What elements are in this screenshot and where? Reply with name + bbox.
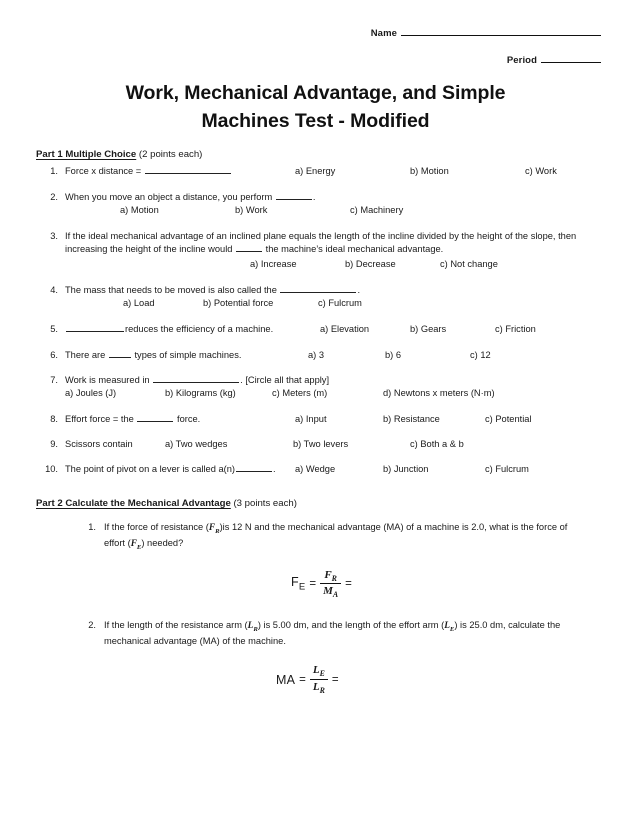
period-field-row (0, 53, 601, 66)
p2q2-formula-lhs: MA (276, 672, 296, 687)
question-10-option-c[interactable]: c) Fulcrum (485, 464, 529, 475)
question-2 (36, 191, 605, 218)
p2q1-formula-fraction (320, 569, 341, 600)
question-3-number: 3. (50, 230, 58, 241)
question-7-stem-after: . [Circle all that apply] (240, 374, 330, 385)
p2q2-formula-numerator: $L_E$ (312, 664, 325, 679)
question-4-option-b[interactable]: b) Potential force (203, 298, 274, 309)
question-8-stem-before: Effort force = the (65, 413, 137, 424)
p2q1-formula-denominator: $M_A$ (320, 583, 341, 599)
question-3-option-c[interactable]: c) Not change (440, 259, 498, 270)
part-1-section (0, 149, 631, 476)
question-10-stem-before: The point of pivot on a lever is called a(n) (65, 464, 236, 475)
p2q1-formula-numerator: $F_R$ (324, 568, 337, 583)
p2q2-formula-fraction (310, 664, 328, 695)
question-5-option-a[interactable]: a) Elevation (320, 324, 370, 335)
question-3-stem-after: the machine’s ideal mechanical advantage. (263, 243, 444, 254)
question-9-option-c[interactable]: c) Both a & b (410, 439, 464, 450)
question-5-option-c[interactable]: c) Friction (495, 324, 536, 335)
question-8-option-b[interactable]: b) Resistance (383, 413, 440, 424)
question-7-blank[interactable] (153, 374, 239, 383)
question-2-option-c[interactable]: c) Machinery (350, 204, 404, 215)
question-2-number: 2. (50, 191, 58, 202)
period-label: Period (506, 55, 537, 66)
question-8-option-a[interactable]: a) Input (295, 413, 327, 424)
page-title-line-2: Machines Test - Modified (201, 109, 430, 132)
question-9-number: 9. (50, 439, 58, 450)
p2q2-formula-denominator: $L_R$ (310, 679, 328, 695)
question-9-option-b[interactable]: b) Two levers (293, 439, 349, 450)
question-1-option-b[interactable]: b) Motion (410, 166, 449, 177)
question-7-option-d[interactable]: d) Newtons x meters (N·m) (383, 387, 495, 398)
part-2-question-1-formula (76, 569, 605, 600)
question-3-blank[interactable] (236, 243, 262, 252)
question-2-option-a[interactable]: a) Motion (120, 204, 159, 215)
question-10 (36, 463, 605, 476)
question-6-number: 6. (50, 349, 58, 360)
question-10-option-b[interactable]: b) Junction (383, 464, 429, 475)
question-5-blank[interactable] (66, 323, 124, 332)
question-3-stem-before: If the ideal mechanical advantage of an inclined plane equals the length of the incline divided by the height of the slope, then increasing the height of the incline would (65, 230, 577, 254)
question-5-number: 5. (50, 324, 58, 335)
part-2-heading-main: Part 2 Calculate the Mechanical Advantage (36, 498, 231, 510)
part-2-questions (36, 521, 605, 694)
question-4-options (65, 297, 605, 311)
question-8-option-c[interactable]: c) Potential (485, 413, 532, 424)
question-4-stem-row (65, 284, 605, 297)
p2q2-formula-equals-1: = (299, 673, 306, 686)
question-4 (36, 284, 605, 311)
question-8-number: 8. (50, 413, 58, 424)
question-3 (36, 230, 605, 272)
p2q2-text-a: If the length of the resistance arm ( (104, 620, 248, 631)
p2q1-text-a: If the force of resistance ( (104, 522, 209, 533)
question-3-options (65, 258, 585, 272)
question-7-stem-before: Work is measured in (65, 374, 153, 385)
p2q1-formula-lhs: $F_E$ (291, 575, 306, 593)
period-blank-line[interactable] (541, 53, 601, 63)
student-id-block (0, 0, 631, 66)
question-7-option-a[interactable]: a) Joules (J) (65, 387, 117, 398)
question-2-stem-before: When you move an object a distance, you perform (65, 191, 275, 202)
question-1-stem: Force x distance = (65, 166, 144, 177)
p2q2-var-le: $L_E$ (444, 621, 455, 634)
question-2-stem-row (65, 191, 605, 204)
part-2-question-1-text (104, 521, 579, 552)
part-2-section (0, 498, 631, 694)
part-1-heading-main: Part 1 Multiple Choice (36, 149, 137, 161)
question-6 (36, 349, 605, 362)
question-7-number: 7. (50, 374, 58, 385)
question-2-option-b[interactable]: b) Work (235, 204, 268, 215)
part-2-question-2-text (104, 619, 579, 648)
question-9-option-a[interactable]: a) Two wedges (165, 439, 228, 450)
question-6-option-b[interactable]: b) 6 (385, 349, 402, 360)
p2q1-formula-equals-1: = (309, 577, 317, 590)
question-3-option-a[interactable]: a) Increase (250, 259, 297, 270)
p2q1-formula-equals-2: = (345, 577, 352, 590)
part-2-heading (36, 498, 605, 509)
question-9 (36, 438, 605, 451)
part-2-heading-sub: (3 points each) (233, 498, 297, 510)
question-4-stem-before: The mass that needs to be moved is also called the (65, 285, 280, 296)
question-3-stem-row (65, 230, 585, 256)
question-5-option-b[interactable]: b) Gears (410, 324, 447, 335)
page-title (81, 80, 551, 135)
question-2-stem-after: . (312, 191, 316, 202)
question-2-blank[interactable] (276, 191, 312, 200)
part-2-question-2 (76, 619, 605, 648)
question-6-stem-before: There are (65, 349, 108, 360)
question-9-stem: Scissors contain (65, 439, 133, 450)
part-1-heading-sub: (2 points each) (138, 149, 203, 161)
page-title-line-1: Work, Mechanical Advantage, and Simple (125, 82, 506, 104)
p2q2-var-lr: $L_R$ (247, 621, 258, 634)
question-2-options (65, 204, 605, 218)
question-7-option-c[interactable]: c) Meters (m) (272, 387, 328, 398)
question-10-stem-after: . (273, 464, 276, 475)
question-8-stem-after: force. (174, 413, 201, 424)
question-6-option-a[interactable]: a) 3 (308, 349, 325, 360)
question-1-option-a[interactable]: a) Energy (295, 166, 336, 177)
p2q1-text-b: )is 12 N and the mechanical advantage (MA) of a machine is 2.0, what is the force of effort ( (104, 522, 568, 549)
question-1-number: 1. (50, 166, 58, 177)
question-7-stem-row (65, 374, 605, 387)
part-2-question-2-number: 2. (88, 620, 96, 631)
part-1-heading (36, 149, 605, 160)
p2q1-var-fr: $F_R$ (208, 523, 220, 536)
question-1-option-c[interactable]: c) Work (525, 166, 557, 177)
question-6-blank[interactable] (109, 349, 131, 358)
name-label: Name (370, 28, 397, 39)
part-2-question-2-formula (76, 664, 605, 695)
question-1-blank[interactable] (145, 165, 231, 174)
p2q1-var-fe: $F_E$ (130, 539, 142, 551)
question-7 (36, 374, 605, 401)
question-1 (36, 165, 605, 178)
part-2-question-1-number: 1. (88, 522, 96, 533)
p2q2-text-b: ) is 5.00 dm, and the length of the effort arm ( (257, 620, 445, 631)
question-4-stem-after: . (357, 285, 361, 296)
name-blank-line[interactable] (401, 26, 601, 36)
question-3-option-b[interactable]: b) Decrease (345, 259, 396, 270)
question-7-options (65, 387, 605, 401)
name-field-row (0, 26, 601, 39)
question-6-option-c[interactable]: c) 12 (470, 349, 491, 360)
p2q2-formula-equals-2: = (331, 673, 339, 686)
question-4-option-c[interactable]: c) Fulcrum (318, 298, 362, 309)
question-4-blank[interactable] (280, 284, 356, 293)
question-4-option-a[interactable]: a) Load (123, 298, 155, 309)
p2q2-text-c: ) is 25.0 dm, calculate the mechanical advantage (MA) of the machine. (104, 620, 561, 646)
question-4-number: 4. (50, 285, 58, 296)
question-10-option-a[interactable]: a) Wedge (295, 464, 336, 475)
question-7-option-b[interactable]: b) Kilograms (kg) (165, 387, 236, 398)
part-2-question-1 (76, 521, 605, 552)
question-6-stem-after: types of simple machines. (131, 349, 242, 360)
question-10-blank[interactable] (236, 463, 272, 472)
question-10-number: 10. (45, 464, 58, 475)
question-8-blank[interactable] (137, 413, 173, 422)
p2q1-text-c: ) needed? (141, 538, 184, 549)
question-5-stem-after: reduces the efficiency of a machine. (125, 324, 274, 335)
question-8 (36, 413, 605, 426)
question-5 (36, 323, 605, 336)
